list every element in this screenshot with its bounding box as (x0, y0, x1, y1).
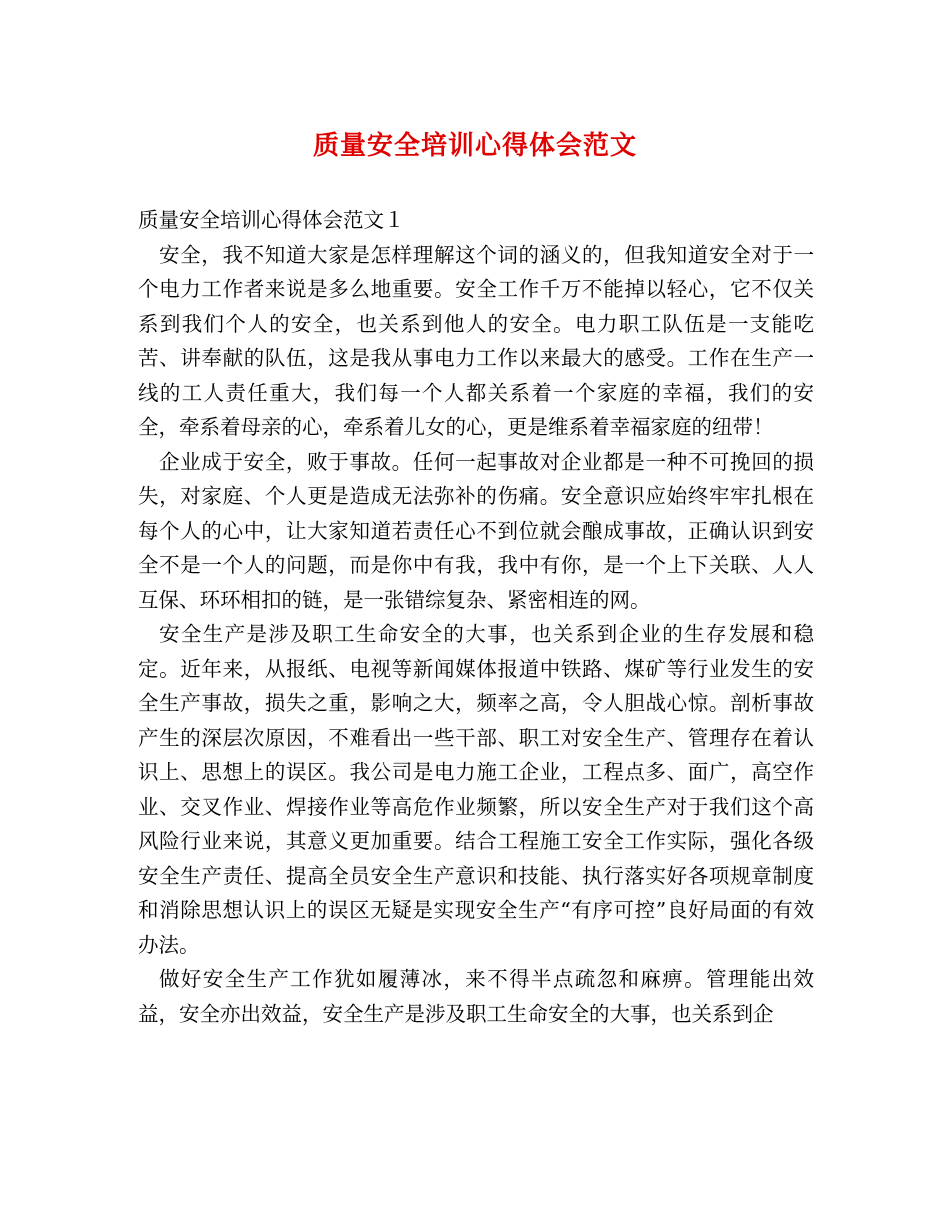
paragraph-2: 企业成于安全，败于事故。任何一起事故对企业都是一种不可挽回的损失，对家庭、个人更是造成无法弥补的伤痛。安全意识应始终牢牢扎根在每个人的心中，让大家知道若责任心不到位就会酿成事故，正确认识到安全不是一个人的问题，而是你中有我，我中有你，是一个上下关联、人人互保、环环相扣的链，是一张错综复杂、紧密相连的网。 (138, 449, 814, 612)
document-title: 质量安全培训心得体会范文 (312, 131, 637, 161)
document-body (138, 203, 814, 1031)
paragraph-1: 安全，我不知道大家是怎样理解这个词的涵义的，但我知道安全对于一个电力工作者来说是多么地重要。安全工作千万不能掉以轻心，它不仅关系到我们个人的安全，也关系到他人的安全。电力职工队伍是一支能吃苦、讲奉献的队伍，这是我从事电力工作以来最大的感受。工作在生产一线的工人责任重大，我们每一个人都关系着一个家庭的幸福，我们的安全，牵系着母亲的心，牵系着儿女的心，更是维系着幸福家庭的纽带！ (138, 242, 814, 439)
section-heading: 质量安全培训心得体会范文１ (138, 208, 405, 232)
paragraph-3: 安全生产是涉及职工生命安全的大事，也关系到企业的生存发展和稳定。近年来，从报纸、电视等新闻媒体报道中铁路、煤矿等行业发生的安全生产事故，损失之重，影响之大，频率之高，令人胆战心惊。剖析事故产生的深层次原因，不难看出一些干部、职工对安全生产、管理存在着认识上、思想上的误区。我公司是电力施工企业，工程点多、面广，高空作业、交叉作业、焊接作业等高危作业频繁，所以安全生产对于我们这个高风险行业来说，其意义更加重要。结合工程施工安全工作实际，强化各级安全生产责任、提高全员安全生产意识和技能、执行落实好各项规章制度和消除思想认识上的误区无疑是实现安全生产“有序可控”良好局面的有效办法。 (138, 622, 814, 957)
paragraph-4: 做好安全生产工作犹如履薄冰，来不得半点疏忽和麻痹。管理能出效益，安全亦出效益，安全生产是涉及职工生命安全的大事，也关系到企 (138, 967, 814, 1026)
